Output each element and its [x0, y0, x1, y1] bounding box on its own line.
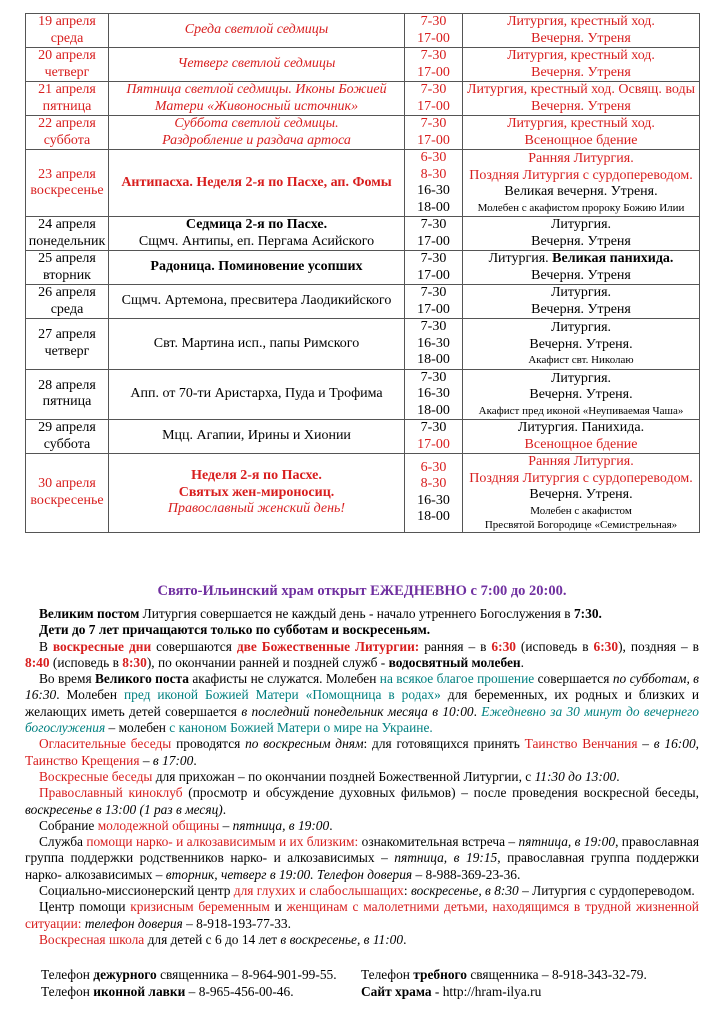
note-text: 6:30 — [593, 638, 619, 654]
service-name: Вечерня. Утреня — [531, 301, 631, 317]
service-time: 7-30 — [420, 217, 447, 232]
note-paragraph — [25, 834, 699, 883]
schedule-row — [26, 82, 700, 116]
note-paragraph — [25, 899, 699, 932]
service-time: 17-00 — [417, 98, 450, 114]
weekday: суббота — [43, 436, 91, 452]
weekday: пятница — [42, 394, 92, 410]
note-text: совершается — [534, 671, 613, 687]
note-text: для беременных, их родных и близких и желающих иметь детей совершается — [25, 687, 699, 719]
note-paragraph — [25, 932, 699, 948]
service-time: 7-30 — [420, 319, 447, 334]
contact-right — [361, 983, 541, 1000]
contact-text: дежурного — [93, 967, 157, 982]
service-name: Вечерня. Утреня — [531, 64, 631, 80]
note-text: . — [222, 801, 227, 817]
service-time: 6-30 — [420, 459, 447, 475]
date-cell — [26, 319, 109, 370]
schedule-row — [26, 369, 700, 420]
service-name-bold: Великая панихида. — [552, 251, 674, 266]
feast-cell — [109, 217, 405, 251]
service-time: 17-00 — [417, 132, 450, 148]
note-text: Православный киноклуб — [39, 785, 183, 801]
weekday: суббота — [43, 132, 91, 148]
note-paragraph — [25, 622, 699, 638]
service-name: Вечерня. Утреня — [531, 233, 631, 249]
note-text: – — [637, 736, 654, 752]
date-cell — [26, 82, 109, 116]
weekday: среда — [50, 30, 84, 46]
services-cell — [463, 150, 700, 217]
services-cell — [463, 251, 700, 285]
note-text: Ежедневно за 30 минут до вечернего богослужения — [25, 703, 699, 736]
note-paragraph — [25, 639, 699, 672]
note-text: Таинство Крещения — [25, 752, 140, 768]
schedule-row — [26, 420, 700, 454]
note-text: пятница, в 19:15 — [394, 850, 498, 866]
service-name: Вечерня. Утреня — [531, 267, 631, 283]
schedule-row — [26, 116, 700, 150]
note-text: , православная группа поддержки нарко- алкозависимых – — [25, 850, 699, 882]
service-name: Пресвятой Богородице «Семистрельная» — [484, 518, 678, 531]
note-text: , — [695, 736, 700, 752]
note-text: – 8-918-193-77-33. — [182, 915, 291, 931]
services-cell — [463, 369, 700, 420]
feast-line: Суббота светлой седмицы. — [174, 116, 339, 131]
note-text: Огласительные беседы — [39, 736, 172, 752]
date-cell — [26, 369, 109, 420]
date: 19 апреля — [38, 14, 96, 29]
service-name: Литургия, крестный ход. — [507, 48, 655, 63]
note-text: в воскресенье, в 11:00 — [280, 931, 404, 947]
note-text: Воскресные беседы — [39, 768, 153, 784]
service-name: Вечерня. Утреня. — [529, 336, 633, 352]
note-text: – молебен — [105, 720, 170, 736]
note-text: В — [39, 638, 53, 654]
note-text: пятница, в 19:00 — [232, 817, 330, 833]
service-time: 17-00 — [417, 233, 450, 249]
weekday: четверг — [44, 343, 90, 359]
note-text: . — [193, 752, 197, 768]
schedule-row — [26, 285, 700, 319]
service-name: Акафист пред иконой «Неупиваемая Чаша» — [478, 404, 684, 417]
service-name: Ранняя Литургия. — [528, 151, 634, 167]
service-time: 7-30 — [420, 116, 447, 131]
weekday: воскресенье — [30, 183, 104, 198]
date-cell — [26, 217, 109, 251]
date-cell — [26, 150, 109, 217]
note-text: для прихожан – по окончании поздней Божественной Литургии, с — [152, 768, 535, 784]
feast-cell — [109, 150, 405, 217]
contact-text: – 8-965-456-00-46. — [185, 984, 294, 999]
feast-line: Апп. от 70-ти Аристарха, Пуда и Трофима — [130, 386, 383, 401]
service-time: 17-00 — [417, 30, 450, 46]
note-text: (исповедь в — [49, 654, 123, 670]
note-text: Великого поста — [95, 671, 189, 687]
service-name: Всенощное бдение — [524, 132, 638, 148]
service-time: 7-30 — [420, 82, 447, 97]
services-cell — [463, 48, 700, 82]
note-text: в 17:00 — [152, 752, 194, 768]
service-name: Литургия. — [550, 370, 612, 386]
feast-cell — [109, 420, 405, 454]
schedule-row — [26, 319, 700, 370]
note-text: кризисным беременным — [130, 899, 270, 915]
service-time: 7-30 — [420, 14, 447, 29]
note-text: , православная группа поддержки родственников нарко- и алкозависимых – — [25, 834, 699, 866]
note-text: 6:30 — [491, 638, 516, 654]
feast-cell — [109, 116, 405, 150]
feast-cell — [109, 454, 405, 533]
note-text: для глухих и слабослышащих — [233, 883, 404, 899]
services-cell — [463, 420, 700, 454]
time-cell — [405, 285, 463, 319]
weekday: понедельник — [28, 233, 106, 249]
service-time: 17-00 — [417, 64, 450, 80]
parish-notes — [25, 606, 699, 948]
date-cell — [26, 285, 109, 319]
service-time: 6-30 — [420, 150, 447, 165]
contact-text: Сайт храма — [361, 984, 432, 999]
note-text: . — [616, 768, 620, 784]
note-paragraph — [25, 883, 699, 899]
note-text: женщинам с малолетними детьми, находящимся в трудной жизненной ситуации: — [25, 899, 699, 931]
date-cell — [26, 251, 109, 285]
weekday: среда — [50, 301, 84, 317]
contact-text: священника – 8-964-901-99-55. — [156, 967, 337, 982]
service-name: Литургия, крестный ход. Освящ. воды — [467, 82, 695, 97]
feast-cell — [109, 251, 405, 285]
note-text: вторник, четверг в 19:00. Телефон доверия — [165, 866, 413, 882]
contact-row — [25, 966, 699, 983]
note-paragraph — [25, 671, 699, 736]
note-text: Во время — [39, 671, 95, 687]
schedule-body — [26, 14, 700, 533]
time-cell — [405, 116, 463, 150]
services-cell — [463, 319, 700, 370]
service-name: Поздняя Литургия с сурдопереводом. — [469, 470, 693, 486]
note-text: Центр помощи — [39, 899, 131, 915]
note-text: в 16:00 — [653, 736, 696, 752]
contact-text: - http://hram-ilya.ru — [431, 984, 542, 999]
note-text: телефон доверия — [84, 915, 183, 931]
service-time: 16-30 — [417, 492, 450, 508]
date: 28 апреля — [38, 377, 96, 393]
contact-text: Телефон — [41, 984, 94, 999]
weekday: пятница — [42, 98, 92, 114]
contact-text: иконной лавки — [93, 984, 186, 999]
services-cell — [463, 454, 700, 533]
service-name: Литургия, крестный ход. — [507, 116, 655, 131]
service-name: Акафист свт. Николаю — [528, 354, 634, 367]
service-time: 17-00 — [417, 436, 450, 452]
feast-line: Свт. Мартина исп., папы Римского — [153, 335, 360, 351]
contact-text: требного — [413, 967, 467, 982]
weekday: воскресенье — [30, 492, 104, 508]
date-cell — [26, 14, 109, 48]
feast-line: Седмица 2-я по Пасхе. — [185, 217, 328, 232]
services-cell — [463, 82, 700, 116]
feast-cell — [109, 285, 405, 319]
note-paragraph — [25, 736, 699, 769]
service-name: Литургия, крестный ход. — [507, 14, 655, 29]
service-name: Литургия. — [550, 320, 612, 336]
contact-left — [25, 983, 361, 1000]
feast-line: Сщмч. Антипы, еп. Пергама Асийского — [138, 233, 375, 249]
note-paragraph — [25, 785, 699, 818]
note-text: на всякое благое прошение — [379, 671, 535, 687]
time-cell — [405, 217, 463, 251]
service-time: 18-00 — [417, 509, 450, 525]
feast-line: Радоница. Поминовение усопших — [150, 259, 363, 275]
date: 22 апреля — [38, 116, 96, 131]
date-cell — [26, 420, 109, 454]
contact-right — [361, 966, 647, 983]
note-text: пятница, в 19:00 — [518, 834, 616, 850]
note-text: Великим постом — [39, 606, 140, 621]
weekday: четверг — [44, 64, 90, 80]
note-text: . — [473, 703, 482, 719]
time-cell — [405, 150, 463, 217]
contact-left — [25, 966, 361, 983]
time-cell — [405, 82, 463, 116]
service-name: Вечерня. Утреня. — [529, 387, 633, 403]
time-cell — [405, 369, 463, 420]
service-name: Литургия. Великая панихида. — [488, 251, 674, 266]
note-text: (просмотр и обсуждение духовных фильмов) – после проведения воскресной беседы, — [182, 785, 699, 801]
schedule-row — [26, 150, 700, 217]
services-cell — [463, 217, 700, 251]
feast-line: Четверг светлой седмицы — [177, 56, 336, 72]
service-name: Литургия. Панихида. — [517, 420, 645, 435]
service-time: 7-30 — [420, 48, 447, 63]
feast-line: Сщмч. Артемона, пресвитера Лаодикийского — [121, 293, 392, 309]
schedule-row — [26, 454, 700, 533]
service-time: 16-30 — [417, 386, 450, 401]
note-paragraph — [25, 818, 699, 834]
service-name: Вечерня. Утреня. — [529, 487, 633, 502]
schedule-row — [26, 217, 700, 251]
time-cell — [405, 48, 463, 82]
service-time: 7-30 — [420, 251, 447, 266]
time-cell — [405, 319, 463, 370]
date: 27 апреля — [38, 327, 96, 343]
service-time: 17-00 — [417, 301, 450, 317]
note-text: 7:30. — [573, 606, 602, 621]
time-cell — [405, 251, 463, 285]
service-time: 18-00 — [417, 402, 450, 418]
date-cell — [26, 48, 109, 82]
opening-hours-heading: Свято-Ильинский храм открыт ЕЖЕДНЕВНО с 7:00 до 20:00. — [157, 583, 567, 599]
note-text: . — [329, 817, 333, 833]
services-cell — [463, 14, 700, 48]
service-time: 18-00 — [417, 352, 450, 367]
service-name: Ранняя Литургия. — [528, 454, 634, 469]
service-time: 8-30 — [420, 476, 447, 492]
schedule-table — [25, 13, 700, 533]
service-name: Поздняя Литургия с сурдопереводом. — [469, 167, 693, 183]
note-text: по воскресным дням — [245, 736, 364, 752]
contact-text: Телефон — [41, 967, 94, 982]
service-name: Молебен с акафистом пророку Божию Илии — [477, 201, 685, 214]
service-time: 7-30 — [420, 420, 447, 435]
note-text: по субботам, в 16:30 — [25, 671, 699, 703]
weekday: вторник — [43, 267, 91, 283]
feast-line: Антипасха. Неделя 2-я по Пасхе, ап. Фомы — [121, 174, 392, 190]
note-text: – — [219, 817, 233, 833]
note-text: 8:40 — [25, 654, 50, 670]
contact-text: священника – 8-918-343-32-79. — [466, 967, 647, 982]
note-text: – — [139, 752, 153, 768]
time-cell — [405, 454, 463, 533]
feast-line: Раздробление и раздача артоса — [162, 132, 351, 148]
service-time: 16-30 — [417, 335, 450, 351]
service-name: Всенощное бдение — [524, 436, 638, 452]
feast-line: Православный женский день! — [167, 501, 346, 516]
note-text: : для готовящихся принять — [363, 736, 525, 752]
note-text: Воскресная школа — [39, 931, 145, 947]
note-text: : — [403, 883, 411, 899]
note-text: акафисты не служатся. Молебен — [188, 671, 380, 687]
service-name: Молебен с акафистом — [530, 504, 632, 517]
schedule-row — [26, 251, 700, 285]
service-name: Литургия. — [550, 285, 612, 300]
feast-cell — [109, 48, 405, 82]
service-time: 18-00 — [417, 199, 450, 215]
note-text: две Божественные Литургии: — [236, 638, 420, 654]
note-text: ), по окончании ранней и поздней служб - — [146, 654, 389, 670]
note-text: . Молебен — [56, 687, 124, 703]
date-cell — [26, 454, 109, 533]
note-text: с каноном Божией Матери о мире на Украине. — [169, 720, 433, 736]
services-cell — [463, 116, 700, 150]
note-text: молодежной общины — [97, 817, 220, 833]
note-text: 11:30 до 13:00 — [534, 768, 617, 784]
note-text: воскресенье, в 8:30 — [410, 883, 519, 899]
feast-cell — [109, 369, 405, 420]
time-cell — [405, 14, 463, 48]
date: 23 апреля — [38, 166, 96, 182]
service-time: 7-30 — [420, 369, 447, 385]
feast-cell — [109, 319, 405, 370]
date: 21 апреля — [38, 82, 96, 97]
schedule-row — [26, 14, 700, 48]
note-text: в последний понедельник месяца в 10:00 — [241, 703, 474, 719]
service-time: 16-30 — [417, 183, 450, 198]
service-name: Великая вечерня. Утреня. — [504, 184, 658, 200]
note-text: . — [520, 654, 525, 670]
note-text: . — [403, 931, 407, 947]
date: 20 апреля — [38, 48, 96, 63]
note-text: Таинство Венчания — [524, 736, 638, 752]
service-time: 7-30 — [420, 285, 447, 300]
schedule-row — [26, 48, 700, 82]
contacts-block — [25, 966, 699, 1000]
note-text: для детей с 6 до 14 лет — [144, 931, 281, 947]
feast-line: Пятница светлой седмицы. Иконы Божией — [126, 82, 387, 97]
note-text: – Литургия с сурдопереводом. — [518, 883, 695, 899]
note-text: Служба — [39, 834, 87, 850]
note-paragraph — [25, 769, 699, 785]
date: 26 апреля — [38, 285, 96, 300]
service-name: Литургия. — [550, 217, 612, 232]
date: 30 апреля — [38, 476, 96, 492]
note-text: ранняя – в — [419, 638, 492, 654]
services-cell — [463, 285, 700, 319]
note-text: (исповедь в — [515, 638, 594, 654]
date: 24 апреля — [38, 217, 96, 232]
service-name: Вечерня. Утреня — [531, 98, 631, 114]
time-cell — [405, 420, 463, 454]
date: 25 апреля — [38, 251, 96, 266]
note-text: – 8-988-369-23-36. — [412, 866, 521, 882]
note-text: 8:30 — [122, 654, 147, 670]
service-time: 17-00 — [417, 267, 450, 283]
note-text: воскресенье в 13:00 (1 раз в месяц) — [25, 801, 223, 817]
service-time: 8-30 — [420, 166, 447, 182]
date: 29 апреля — [38, 420, 96, 435]
note-text: Литургия совершается не каждый день - начало утреннего Богослужения в — [139, 606, 574, 621]
note-text: Социально-миссионерский центр — [39, 883, 234, 899]
note-paragraph — [25, 606, 699, 622]
date-cell — [26, 116, 109, 150]
feast-line: Неделя 2-я по Пасхе. — [191, 468, 322, 483]
feast-line: Святых жен-мироносиц. — [178, 484, 335, 500]
contact-row — [25, 983, 699, 1000]
service-name: Вечерня. Утреня — [531, 30, 631, 46]
contact-text: Телефон — [361, 967, 414, 982]
note-text: совершаются — [151, 638, 237, 654]
note-text: пред иконой Божией Матери «Помощница в родах» — [123, 687, 441, 703]
feast-line: Среда светлой седмицы — [184, 22, 329, 38]
note-text: водосвятный молебен — [388, 654, 521, 670]
note-text: и — [269, 899, 287, 915]
note-text: Собрание — [39, 817, 98, 833]
feast-cell — [109, 14, 405, 48]
note-text: Дети до 7 лет причащаются только по субботам и воскресеньям. — [39, 622, 431, 638]
feast-line: Мцц. Агапии, Ирины и Хионии — [162, 428, 351, 444]
note-text: ознакомительная встреча – — [358, 834, 519, 850]
feast-cell — [109, 82, 405, 116]
feast-line: Матери «Живоносный источник» — [154, 98, 359, 114]
note-text: ), поздняя – в — [618, 638, 699, 654]
note-text: воскресные дни — [52, 638, 152, 654]
note-text: помощи нарко- и алкозависимым и их близким: — [86, 834, 359, 850]
note-text: проводятся — [171, 736, 246, 752]
